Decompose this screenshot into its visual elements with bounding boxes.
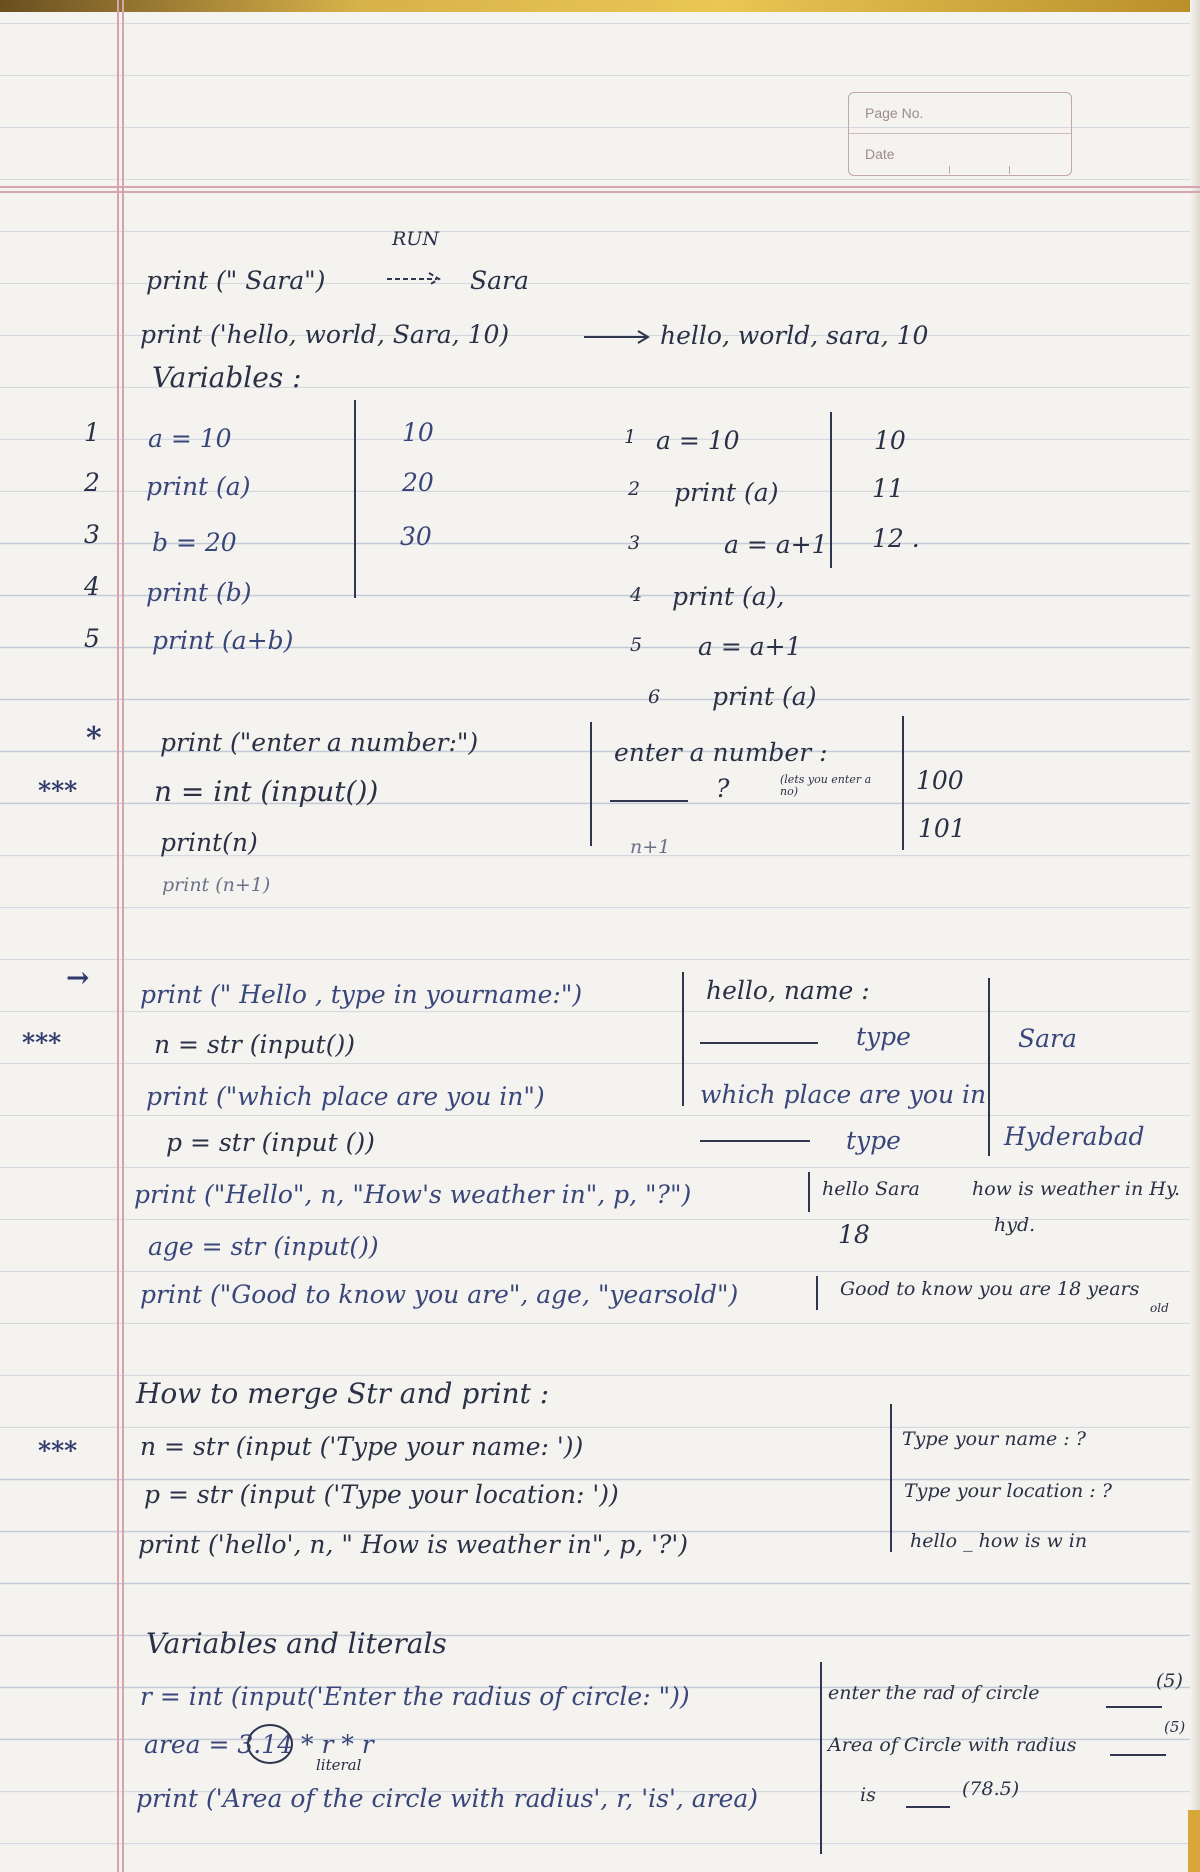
- code-line: print (a): [712, 682, 817, 711]
- code-line: p = str (input ()): [166, 1128, 375, 1157]
- output-divider: [808, 1172, 810, 1212]
- input-blank: [610, 800, 688, 802]
- code-line: print ("enter a number:"): [160, 728, 479, 757]
- code-line: print ("which place are you in"): [146, 1082, 545, 1111]
- code-line: print(n): [160, 828, 258, 857]
- line-number: 6: [648, 686, 661, 708]
- output-text: hello, name :: [706, 976, 870, 1005]
- output-value: (78.5): [962, 1778, 1020, 1800]
- code-line: print (" Hello , type in yourname:"): [140, 980, 583, 1009]
- right-arrow-icon: [385, 270, 445, 288]
- output-divider: [816, 1276, 818, 1310]
- line-number: 5: [84, 624, 100, 653]
- output-value: 12 .: [872, 524, 920, 553]
- left-margin-line-1: [117, 0, 119, 1872]
- page-number-date-box: [848, 92, 1072, 176]
- code-line: print (b): [146, 578, 252, 607]
- section-heading: Variables :: [152, 361, 302, 394]
- code-line: p = str (input ('Type your location: ')): [144, 1480, 619, 1509]
- code-line: print (a): [674, 478, 779, 507]
- output-value: 10: [874, 426, 906, 455]
- output-text: n+1: [630, 836, 671, 858]
- asterisk-mark: *: [86, 721, 102, 756]
- output-text: which place are you in: [700, 1080, 987, 1109]
- output-value: 10: [402, 418, 434, 447]
- code-line: b = 20: [152, 528, 237, 557]
- input-blank: [700, 1140, 810, 1142]
- code-line: print (" Sara"): [146, 266, 326, 295]
- code-line: print (a+b): [152, 626, 294, 655]
- input-blank: [1106, 1706, 1162, 1708]
- output-value: 100: [916, 766, 964, 795]
- line-number: 2: [628, 478, 641, 500]
- section-heading: Variables and literals: [146, 1627, 447, 1660]
- output-value: 20: [402, 468, 434, 497]
- code-line: age = str (input()): [148, 1232, 379, 1261]
- page-no-row: [849, 93, 1071, 133]
- date-tick: [1009, 166, 1010, 174]
- input-blank: [700, 1042, 818, 1044]
- header-rule-1: [0, 186, 1200, 188]
- code-line: print ("Good to know you are", age, "yearsold"): [140, 1280, 739, 1309]
- output-value: (5): [1164, 1718, 1186, 1736]
- header-rule-2: [0, 191, 1200, 193]
- output-divider: [590, 722, 592, 846]
- asterisk-mark: ***: [22, 1028, 62, 1057]
- output-divider: [830, 412, 832, 568]
- output-divider: [902, 716, 904, 850]
- output-text: hyd.: [994, 1214, 1036, 1236]
- asterisk-mark: ***: [38, 776, 78, 805]
- output-text: old: [1150, 1301, 1169, 1315]
- code-line: print (n+1): [162, 874, 271, 896]
- code-line: a = a+1: [724, 530, 828, 559]
- output-text: Type your name : ?: [902, 1428, 1086, 1450]
- output-value: 11: [872, 474, 904, 503]
- code-line: a = a+1: [698, 632, 802, 661]
- output-value: 30: [400, 522, 432, 551]
- output-value: 101: [918, 814, 966, 843]
- code-line: print ('Area of the circle with radius', r, 'is', area): [136, 1784, 759, 1813]
- literal-label: literal: [316, 1756, 362, 1774]
- output-divider: [988, 978, 990, 1156]
- run-label: RUN: [392, 228, 439, 250]
- code-line: area = 3.14 * r * r: [144, 1730, 374, 1759]
- output-value: Sara: [1018, 1024, 1077, 1053]
- annotation-note: (lets you enter a no): [780, 773, 872, 799]
- output-text: type: [846, 1126, 901, 1155]
- output-value: (5): [1156, 1670, 1183, 1692]
- left-margin-line-2: [122, 0, 124, 1872]
- code-line: r = int (input('Enter the radius of circle: ")): [140, 1682, 690, 1711]
- section-heading: How to merge Str and print :: [136, 1377, 550, 1410]
- output-divider: [682, 972, 684, 1106]
- line-number: 3: [628, 532, 641, 554]
- line-number: 1: [624, 426, 637, 448]
- code-line: print ('hello, world, Sara, 10): [140, 320, 510, 349]
- output-value: 18: [838, 1220, 870, 1249]
- date-label: Date: [865, 146, 895, 162]
- line-number: 1: [84, 418, 100, 447]
- output-divider: [354, 400, 356, 598]
- output-text: type: [856, 1022, 911, 1051]
- output-text: Area of Circle with radius: [828, 1734, 1077, 1756]
- code-line: a = 10: [148, 424, 232, 453]
- code-line: n = str (input()): [154, 1030, 355, 1059]
- output-divider: [890, 1404, 892, 1552]
- output-text: how is weather in Hy.: [972, 1178, 1181, 1200]
- output-text: enter a number :: [614, 738, 828, 767]
- date-row: [849, 133, 1071, 174]
- code-line: print ('hello', n, " How is weather in", p, '?'): [138, 1530, 689, 1559]
- literal-circle-icon: [246, 1722, 294, 1766]
- output-text: hello Sara: [822, 1178, 920, 1200]
- input-blank: [1110, 1754, 1166, 1756]
- output-text: hello, world, sara, 10: [660, 321, 929, 350]
- line-number: 4: [630, 584, 643, 606]
- code-line: print (a),: [672, 582, 785, 611]
- output-text: is: [860, 1784, 876, 1806]
- right-arrow-icon: [582, 328, 654, 346]
- output-text: Sara: [470, 266, 529, 295]
- code-line: print (a): [146, 472, 251, 501]
- output-divider: [820, 1662, 822, 1854]
- input-blank: [906, 1806, 950, 1808]
- code-line: n = int (input()): [154, 775, 379, 808]
- asterisk-mark: ***: [38, 1436, 78, 1465]
- line-number: 2: [84, 468, 100, 497]
- arrow-mark: →: [66, 961, 90, 994]
- line-number: 3: [84, 520, 100, 549]
- code-line: a = 10: [656, 426, 740, 455]
- output-value: Hyderabad: [1004, 1122, 1145, 1151]
- background-corner: [1188, 1810, 1200, 1872]
- line-number: 5: [630, 634, 643, 656]
- output-text: hello _ how is w in: [910, 1530, 1088, 1552]
- code-line: print ("Hello", n, "How's weather in", p, "?"): [134, 1180, 692, 1209]
- output-text: Good to know you are 18 years: [840, 1278, 1140, 1300]
- output-text: Type your location : ?: [904, 1480, 1112, 1502]
- page-no-label: Page No.: [865, 105, 924, 121]
- date-tick: [949, 166, 950, 174]
- output-text: enter the rad of circle: [828, 1682, 1040, 1704]
- page-edge-shadow: [1190, 0, 1200, 1872]
- top-edge-band: [0, 0, 1200, 12]
- code-line: n = str (input ('Type your name: ')): [140, 1432, 584, 1461]
- line-number: 4: [84, 572, 100, 601]
- output-text: ?: [716, 774, 730, 803]
